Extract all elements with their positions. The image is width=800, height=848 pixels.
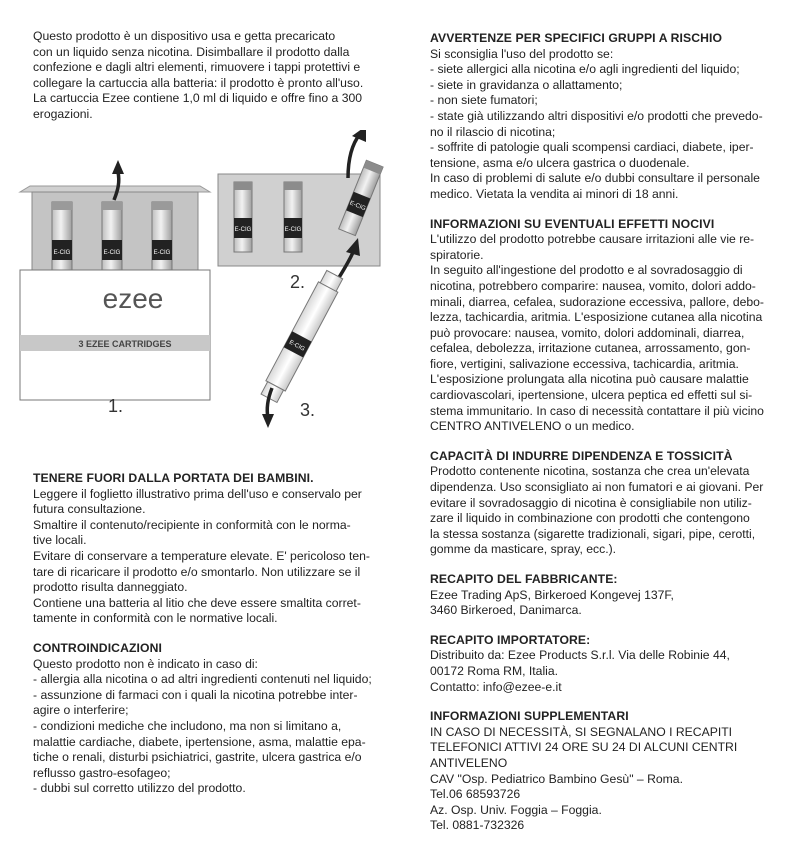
section-heading: INFORMAZIONI SUPPLEMENTARI bbox=[430, 709, 629, 724]
cartridge-label: E-CIG bbox=[287, 339, 306, 353]
cartridge-in-tray bbox=[284, 182, 302, 252]
text-line: tare di ricaricare il prodotto e/o smontarlo. Non utilizzare se il bbox=[33, 564, 361, 579]
text-line: confezione e dagli altri elementi, rimuovere i tappi protettivi e bbox=[33, 60, 361, 75]
box-step-1 bbox=[20, 160, 210, 416]
text-line: stema immunitario. In caso di necessità contattare il più vicino bbox=[430, 403, 764, 418]
text-line: evitare il sovradosaggio di nicotina è consigliabile non utiliz- bbox=[430, 495, 752, 510]
text-line: Az. Osp. Univ. Foggia – Foggia. bbox=[430, 802, 602, 817]
tray-step-2 bbox=[218, 130, 383, 292]
text-line: - dubbi sul corretto utilizzo del prodotto. bbox=[33, 781, 246, 796]
text-line: fiore, vertigini, salivazione eccessiva, tachicardia, aritmia. bbox=[430, 356, 739, 371]
text-line: - assunzione di farmaci con i quali la nicotina potrebbe inter- bbox=[33, 687, 358, 702]
section-heading: RECAPITO DEL FABBRICANTE: bbox=[430, 572, 618, 586]
brand-logo: ezee bbox=[102, 283, 164, 314]
section-dependence bbox=[430, 449, 782, 558]
text-line: Questo prodotto non è indicato in caso di: bbox=[33, 656, 258, 671]
text-line: Evitare di conservare a temperature elevate. E' pericoloso ten- bbox=[33, 548, 370, 563]
section-heading: TENERE FUORI DALLA PORTATA DEI BAMBINI. bbox=[33, 471, 314, 485]
text-line: - soffrite di patologie quali scompensi cardiaci, diabete, iper- bbox=[430, 140, 754, 155]
text-line: futura consultazione. bbox=[33, 502, 146, 517]
section-contraindications bbox=[33, 641, 393, 797]
text-line: prodotto risulta danneggiato. bbox=[33, 580, 188, 595]
section-heading: RECAPITO IMPORTATORE: bbox=[430, 632, 591, 647]
text-line: 00172 Roma RM, Italia. bbox=[430, 663, 559, 678]
text-line: zare il liquido in combinazione con prodotti che contengono bbox=[430, 511, 750, 526]
text-line: cefalea, debolezza, irritazione cutanea, arrossamento, gon- bbox=[430, 341, 751, 356]
text-line: La cartuccia Ezee contiene 1,0 ml di liquido e offre fino a 300 bbox=[33, 91, 363, 106]
usage-illustration bbox=[0, 130, 400, 430]
text-line: Questo prodotto è un dispositivo usa e getta precaricato bbox=[33, 29, 336, 43]
section-importer bbox=[430, 633, 782, 695]
text-line: CAV "Osp. Pediatrico Bambino Gesù" – Roma. bbox=[430, 771, 683, 786]
text-line: malattie cardiache, diabete, ipertensione, asma, malattie epa- bbox=[33, 734, 366, 749]
section-children bbox=[33, 471, 393, 627]
section-heading: CAPACITÀ DI INDURRE DIPENDENZA E TOSSICITÀ bbox=[430, 448, 733, 463]
text-line: L'esposizione prolungata alla nicotina può causare malattie bbox=[430, 372, 749, 387]
step-1-label: 1. bbox=[108, 396, 124, 416]
section-heading: CONTROINDICAZIONI bbox=[33, 640, 162, 655]
step-3-label: 3. bbox=[300, 400, 316, 420]
text-line: - allergia alla nicotina o ad altri ingredienti contenuti nel liquido; bbox=[33, 672, 372, 687]
text-line: Tel.06 68593726 bbox=[430, 787, 521, 802]
text-line: CENTRO ANTIVELENO o un medico. bbox=[430, 419, 635, 434]
section-warnings bbox=[430, 31, 782, 203]
cartridge-label: E-CIG bbox=[348, 200, 367, 213]
section-additional-info bbox=[430, 709, 782, 834]
cartridge-label: E-CIG bbox=[53, 250, 71, 256]
text-line: - condizioni mediche che includono, ma non si limitano a, bbox=[33, 718, 342, 733]
left-bottom-column bbox=[33, 471, 393, 811]
text-line: Si sconsiglia l'uso del prodotto se: bbox=[430, 46, 614, 61]
text-line: agire o interferire; bbox=[33, 703, 129, 718]
text-line: L'utilizzo del prodotto potrebbe causare irritazioni alle vie re- bbox=[430, 232, 755, 247]
section-side-effects bbox=[430, 217, 782, 435]
text-line: tensione, asma e/o ulcera gastrica o duodenale. bbox=[430, 155, 690, 170]
text-line: Contiene una batteria al litio che deve essere smaltita corret- bbox=[33, 595, 361, 610]
text-line: - siete allergici alla nicotina e/o agli ingredienti del liquido; bbox=[430, 62, 740, 77]
text-line: tive locali. bbox=[33, 533, 87, 548]
text-line: dipendenza. Uso sconsigliato ai non fumatori e ai giovani. Per bbox=[430, 480, 764, 495]
cartridge-label: E-CIG bbox=[103, 250, 121, 256]
text-line: In seguito all'ingestione del prodotto e al sovradosaggio di bbox=[430, 263, 743, 278]
text-line: - state già utilizzando altri dispositivi e/o prodotti che prevedo- bbox=[430, 108, 763, 123]
text-line: erogazioni. bbox=[33, 106, 93, 121]
text-line: ANTIVELENO bbox=[430, 755, 508, 770]
intro-text bbox=[33, 29, 383, 123]
section-manufacturer bbox=[430, 572, 782, 619]
box-label: 3 EZEE CARTRIDGES bbox=[78, 339, 172, 349]
text-line: TELEFONICI ATTIVI 24 ORE SU 24 DI ALCUNI CENTRI bbox=[430, 740, 738, 755]
text-line: collegare la cartuccia alla batteria: il prodotto è pronto all'uso. bbox=[33, 75, 364, 90]
section-heading: INFORMAZIONI SU EVENTUALI EFFETTI NOCIVI bbox=[430, 216, 715, 231]
text-line: reflusso gastro-esofageo; bbox=[33, 765, 171, 780]
text-line: medico. Vietata la vendita ai minori di 18 anni. bbox=[430, 186, 679, 201]
right-column bbox=[430, 31, 782, 848]
cartridge-label: E-CIG bbox=[234, 227, 252, 233]
text-line: 3460 Birkeroed, Danimarca. bbox=[430, 603, 582, 618]
text-line: la stessa sostanza (sigarette tradizionali, sigari, pipe, cerotti, bbox=[430, 526, 756, 541]
cartridge-in-box bbox=[52, 202, 72, 272]
text-line: Contatto: info@ezee-e.it bbox=[430, 679, 562, 694]
text-line: spiratorie. bbox=[430, 247, 484, 262]
cartridge-in-tray bbox=[234, 182, 252, 252]
text-line: - siete in gravidanza o allattamento; bbox=[430, 77, 623, 92]
cartridge-in-box bbox=[152, 202, 172, 272]
cartridge-label: E-CIG bbox=[153, 250, 171, 256]
text-line: Smaltire il contenuto/recipiente in conformità con le norma- bbox=[33, 517, 351, 532]
text-line: nicotina, potrebbero comparire: nausea, vomito, dolori addo- bbox=[430, 278, 756, 293]
text-line: - non siete fumatori; bbox=[430, 93, 538, 108]
text-line: IN CASO DI NECESSITÀ, SI SEGNALANO I RECAPITI bbox=[430, 724, 733, 739]
section-heading: AVVERTENZE PER SPECIFICI GRUPPI A RISCHIO bbox=[430, 31, 723, 45]
text-line: Prodotto contenente nicotina, sostanza che crea un'elevata bbox=[430, 464, 750, 479]
text-line: cardiovascolari, ipertensione, ulcera peptica ed effetti sul si- bbox=[430, 388, 753, 403]
text-line: Distribuito da: Ezee Products S.r.l. Via delle Robinie 44, bbox=[430, 648, 730, 663]
text-line: tamente in conformità con le normative locali. bbox=[33, 611, 278, 626]
cartridge-label: E-CIG bbox=[284, 227, 302, 233]
text-line: In caso di problemi di salute e/o dubbi consultare il personale bbox=[430, 171, 760, 186]
cartridge-in-box bbox=[102, 202, 122, 272]
text-line: Tel. 0881-732326 bbox=[430, 818, 525, 833]
text-line: minali, diarrea, cefalea, sudorazione eccessiva, pallore, debo- bbox=[430, 294, 764, 309]
step-2-label: 2. bbox=[290, 272, 306, 292]
text-line: Leggere il foglietto illustrativo prima dell'uso e conservalo per bbox=[33, 486, 362, 501]
text-line: con un liquido senza nicotina. Disimballare il prodotto dalla bbox=[33, 44, 350, 59]
text-line: Ezee Trading ApS, Birkeroed Kongevej 137F, bbox=[430, 587, 674, 602]
text-line: può provocare: nausea, vomito, dolori addominali, diarrea, bbox=[430, 325, 745, 340]
text-line: tiche o renali, disturbi psichiatrici, gastrite, ulcera gastrica e/o bbox=[33, 750, 362, 765]
text-line: no il rilascio di nicotina; bbox=[430, 124, 556, 139]
text-line: gomme da masticare, spray, ecc.). bbox=[430, 542, 617, 557]
text-line: lezza, tachicardia, aritmia. L'esposizione cutanea alla nicotina bbox=[430, 310, 763, 325]
